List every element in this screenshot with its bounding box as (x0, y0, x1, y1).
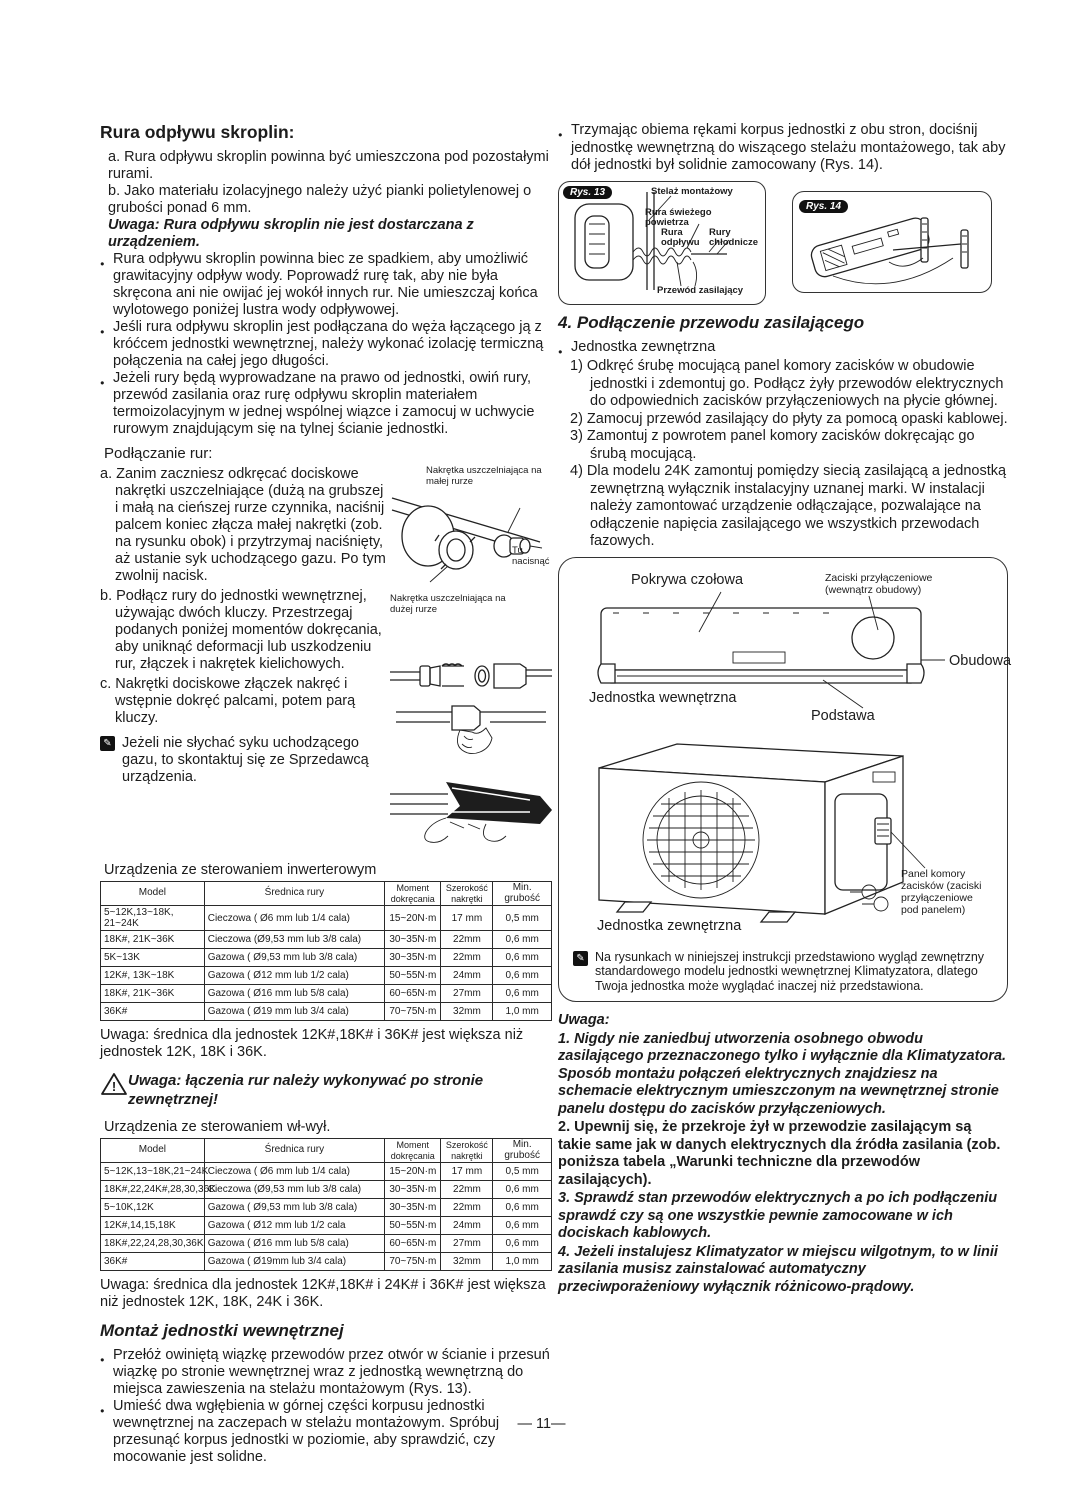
table-row: 12K#,14,15,18K Gazowa ( Ø12 mm lub 1/2 cala 50~55N·m 24mm 0,6 mm (101, 1217, 552, 1235)
uwaga-title: Uwaga: (558, 1012, 610, 1028)
figure-14 (792, 191, 992, 293)
col-nut-width: Szerokość nakrętki (441, 1139, 493, 1163)
diagram-note-text: Na rysunkach w niniejszej instrukcji przedstawiono wygląd zewnętrzny standardowego modelu jednostki wewnętrznej Klimatyzatora, dlatego Twoja jednostka może wyglądać inaczej niż przedstawiona. (595, 949, 985, 993)
power-cord-label: Przewód zasilający (657, 284, 744, 296)
indoor-unit-label: Jednostka wewnętrzna (589, 689, 737, 706)
pen-note-icon: ✎ (573, 951, 588, 966)
uwaga-block (558, 1012, 1008, 1296)
drain-item-a: a. Rura odpływu skroplin powinna być umieszczona pod pozostałymi rurami. (108, 149, 549, 182)
onoff-table (100, 1138, 552, 1271)
mount-bullet-2: ● Umieść dwa wgłębienia w górnej części korpusu jednostki wewnętrznej na zaczepach w stelażu montażowym. Spróbuj przesunąć korpus jednostki w poziomie, aby sprawdzić, czy mocowanie jest solidne. (100, 1398, 552, 1466)
pipe-item-c: c. Nakrętki dociskowe złączek nakręć i wstępnie dokręć palcami, potem parą kluczy. (100, 676, 356, 726)
table-row: 18K#,22,24K#,28,30,36K Cieczowa (Ø9,53 mm lub 3/8 cala) 30~35N·m 22mm 0,6 mm (101, 1181, 552, 1199)
col-model: Model (101, 882, 205, 906)
col-diameter: Średnica rury (204, 882, 384, 906)
drain-item-b: b. Jako materiału izolacyjnego należy użyć pianki polietylenowej o grubości ponad 6 mm. (108, 183, 532, 216)
refrigerant-label: Rury chłodnicze (709, 226, 759, 248)
table-row: 18K#, 21K~36K Cieczowa (Ø9,53 mm lub 3/8 cala) 30~35N·m 22mm 0,6 mm (101, 931, 552, 949)
press-here-label: Tu nacisnąć (512, 545, 550, 567)
table-row: 5~12K,13~18K, 21~24K Cieczowa ( Ø6 mm lub 1/4 cala) 15~20N·m 17 mm 0,5 mm (101, 906, 552, 931)
figure-pair (558, 181, 1008, 305)
step-2: 2) Zamocuj przewód zasilający do płyty za pomocą opaski kablowej. (570, 410, 1008, 427)
step-3: 3) Zamontuj z powrotem panel komory zacisków dokręcając go śrubą mocującą. (570, 428, 975, 462)
step-4: 4) Dla modelu 24K zamontuj pomiędzy siecią zasilającą a jednostką zewnętrzną wyłącznik instalacyjny uznanej marki. W instalacji należy zamontować urządzenie odłączające, pozwalające na odłączenie napięcia zasilającego we wszystkich przewodach fazowych. (570, 463, 1007, 549)
pipe-connect-title: Podłączanie rur: (104, 445, 213, 462)
pipe-connect-block (100, 466, 552, 852)
table-header-row (101, 882, 552, 906)
figure-14-tag: Rys. 14 (799, 200, 848, 213)
pipe-warning-text: Uwaga: łączenia rur należy wykonywać po stronie zewnętrznej! (128, 1072, 484, 1108)
pipe-figures (390, 466, 552, 852)
pen-note-icon: ✎ (100, 736, 115, 751)
pipe-warning (100, 1071, 552, 1109)
small-nut-label: Nakrętka uszczelniająca na małej rurze (426, 465, 542, 487)
pipe-connect-text (100, 466, 390, 852)
outdoor-unit-diagram (573, 732, 993, 944)
pipe-item-b: b. Podłącz rury do jednostki wewnętrznej, używając dwóch kluczy. Przestrzegaj podanych poniżej momentów dokręcania, aby uniknąć deformacji lub uszkodzeniu rur, złączek i nakrętek kielichowych. (100, 588, 382, 672)
svg-text:!: ! (111, 1079, 117, 1094)
mount-section-title: Montaż jednostki wewnętrznej (100, 1321, 344, 1340)
col-torque: Moment dokręcania (385, 882, 441, 906)
table-row: 5~12K,13~18K,21~24K Cieczowa ( Ø6 mm lub 1/4 cala) 15~20N·m 17 mm 0,5 mm (101, 1163, 552, 1181)
inverter-table (100, 881, 552, 1021)
inverter-table-note: Uwaga: średnica dla jednostek 12K#,18K# i 36K# jest większa niż jednostek 12K, 18K i 36K. (100, 1027, 524, 1060)
drain-bullet-3: ● Jeżeli rury będą wyprowadzane na prawo od jednostki, owiń rury, przewód zasilania oraz rurę odpływu skroplin materiałem termoizolacyjnym w jednej wspólnej wiązce i zamocuj w uchwycie rurowym znajdującym się na tylnej ścianie jednostki. (100, 370, 552, 438)
flare-nut-figure (390, 466, 552, 654)
section4-title: 4. Podłączenie przewodu zasilającego (558, 312, 865, 332)
front-cover-label: Pokrywa czołowa (631, 571, 744, 588)
table-row: 18K#, 21K~36K Gazowa ( Ø16 mm lub 5/8 cala) 60~65N·m 27mm 0,6 mm (101, 985, 552, 1003)
table-row: 5K~13K Gazowa ( Ø9,53 mm lub 3/8 cala) 30~35N·m 22mm 0,6 mm (101, 949, 552, 967)
page-number: — 11— (517, 1416, 566, 1432)
uwaga-note-1: 1. Nigdy nie zaniedbuj utworzenia osobnego obwodu zasilającego przeznaczonego tylko i wyłącznie dla Klimatyzatora. Sposób montażu połączeń elektrycznych znajdziesz na schemacie elektrycznym umieszczonym na wewnętrznej stronie panelu dostępu do zacisków przyłączeniowych. (558, 1030, 1007, 1117)
units-diagram-box (558, 557, 1012, 1003)
table-row: 36K# Gazowa ( Ø19mm lub 3/4 cala) 70~75N·m 32mm 1,0 mm (101, 1253, 552, 1271)
col-diameter: Średnica rury (204, 1139, 384, 1163)
table-row: 5~10K,12K Gazowa ( Ø9,53 mm lub 3/8 cala) 30~35N·m 22mm 0,6 mm (101, 1199, 552, 1217)
drain-pipe-label: Rura odpływu (661, 226, 700, 248)
housing-label: Obudowa (949, 652, 1012, 669)
table-row: 12K#, 13K~18K Gazowa ( Ø12 mm lub 1/2 cala) 50~55N·m 24mm 0,6 mm (101, 967, 552, 985)
wrench-figure (390, 766, 552, 852)
diagram-note (573, 950, 993, 994)
flare-joint-figure (390, 654, 552, 698)
inverter-table-caption: Urządzenia ze sterowaniem inwerterowym (104, 862, 377, 878)
indoor-unit-diagram (573, 568, 1012, 726)
warning-triangle-icon (100, 1072, 128, 1096)
col-model: Model (101, 1139, 205, 1163)
table-row: 18K#,22,24,28,30,36K Gazowa ( Ø16 mm lub 5/8 cala) 60~65N·m 27mm 0,6 mm (101, 1235, 552, 1253)
onoff-table-note: Uwaga: średnica dla jednostek 12K#,18K# i 24K# i 36K# jest większa niż jednostek 12K, 18K, 24K i 36K. (100, 1277, 546, 1310)
pipe-item-a: a. Zanim zaczniesz odkręcać dociskowe nakrętki uszczelniające (dużą na grubszej i małą na cieńszej rurze czynnika, naciśnij palcem koniec złącza małej nakrętki (zob. na rysunku obok) i przytrzymaj naciśnięty, aż ustanie syk uchodzącego gazu. Po tym zwolnij nacisk. (100, 466, 386, 584)
big-nut-label: Nakrętka uszczelniająca na dużej rurze (390, 593, 506, 615)
drain-note: Uwaga: Rura odpływu skroplin nie jest dostarczana z urządzeniem. (108, 217, 474, 250)
outdoor-unit-label: Jednostka zewnętrzna (597, 917, 742, 934)
uwaga-note-3: 3. Sprawdź stan przewodów elektrycznych a po ich podłączeniu sprawdź czy są one wszystkie pewnie zamocowane w ich dociskach kablowych. (558, 1190, 998, 1241)
step-1: 1) Odkręć śrubę mocującą panel komory zacisków w obudowie jednostki i zdemontuj go. Podłącz żyły przewodów elektrycznych do odpowiednich zacisków przyłączeniowych na płycie głównej. (570, 358, 1004, 409)
table-header-row (101, 1139, 552, 1163)
flare-nut-art (390, 490, 552, 590)
hiss-note-text: Jeżeli nie słychać syku uchodzącego gazu, to skontaktuj się ze Sprzedawcą urządzenia. (122, 735, 369, 785)
onoff-table-caption: Urządzenia ze sterowaniem wł-wył. (104, 1119, 331, 1135)
mount-bullet-1: ● Przełóż owiniętą wiązkę przewodów przez otwór w ścianie i przesuń wiązkę po stronie wewnętrznej wraz z jednostką wewnętrzną do miejsca zawieszenia na stelażu montażowym (Rys. 13). (100, 1347, 552, 1398)
fresh-air-label: Rura świeżego powietrza (645, 206, 712, 228)
col-torque: Moment dokręcania (385, 1139, 441, 1163)
drain-section-title: Rura odpływu skroplin: (100, 122, 295, 142)
terminal-panel-label: Panel komory zacisków (zaciski przyłączeniowe pod panelem) (901, 867, 982, 916)
col-thickness: Min. grubość (493, 1139, 552, 1163)
table-row: 36K# Gazowa ( Ø19 mm lub 3/4 cala) 70~75N·m 32mm 1,0 mm (101, 1003, 552, 1021)
hand-tighten-figure (390, 702, 552, 760)
figure-13 (558, 181, 766, 305)
col-thickness: Min. grubość (493, 882, 552, 906)
terminals-label: Zaciski przyłączeniowe (wewnątrz obudowy) (825, 571, 933, 596)
drain-bullet-1: ● Rura odpływu skroplin powinna biec ze spadkiem, aby umożliwić grawitacyjny odpływ wody. Poprowadź rurę tak, aby nie była skręcona ani nie owijać jej wokół innych rur. Nie umieszczaj końca wylotowego poniżej lustra wody odpływowej. (100, 251, 552, 319)
drain-bullet-2: ● Jeśli rura odpływu skroplin jest podłączana do węża łączącego ją z króćcem jednostki wewnętrznej, należy wykonać izolację termiczną połączenia na całej jego długości. (100, 319, 552, 370)
col-nut-width: Szerokość nakrętki (441, 882, 493, 906)
press-unit-bullet: ● Trzymając obiema rękami korpus jednostki z obu stron, dociśnij jednostkę wewnętrzną do wiszącego stelażu montażowego, tak aby dół jednostki był solidnie zamocowany (Rys. 14). (558, 122, 1008, 175)
base-label: Podstawa (811, 707, 875, 724)
right-column (558, 122, 1012, 1296)
hiss-note (100, 735, 390, 786)
bracket-label: Stelaż montażowy (651, 185, 733, 197)
uwaga-note-4: 4. Jeżeli instalujesz Klimatyzator w miejscu wilgotnym, to w linii zasilania musisz zainstalować automatyczny przeciwporażeniowy wyłącznik różnicowo-prądowy. (558, 1243, 998, 1295)
outdoor-unit-bullet: ● Jednostka zewnętrzna (558, 339, 1008, 357)
figure-13-tag: Rys. 13 (563, 186, 612, 199)
uwaga-note-2: 2. Upewnij się, że przekroje żył w przewodzie zasilającym są takie same jak w danych elektrycznych dla źródła zasilania (zob. poniższa tabela „Warunki techniczne dla przewodów zasilających). (558, 1119, 1001, 1188)
left-column (100, 122, 552, 1466)
